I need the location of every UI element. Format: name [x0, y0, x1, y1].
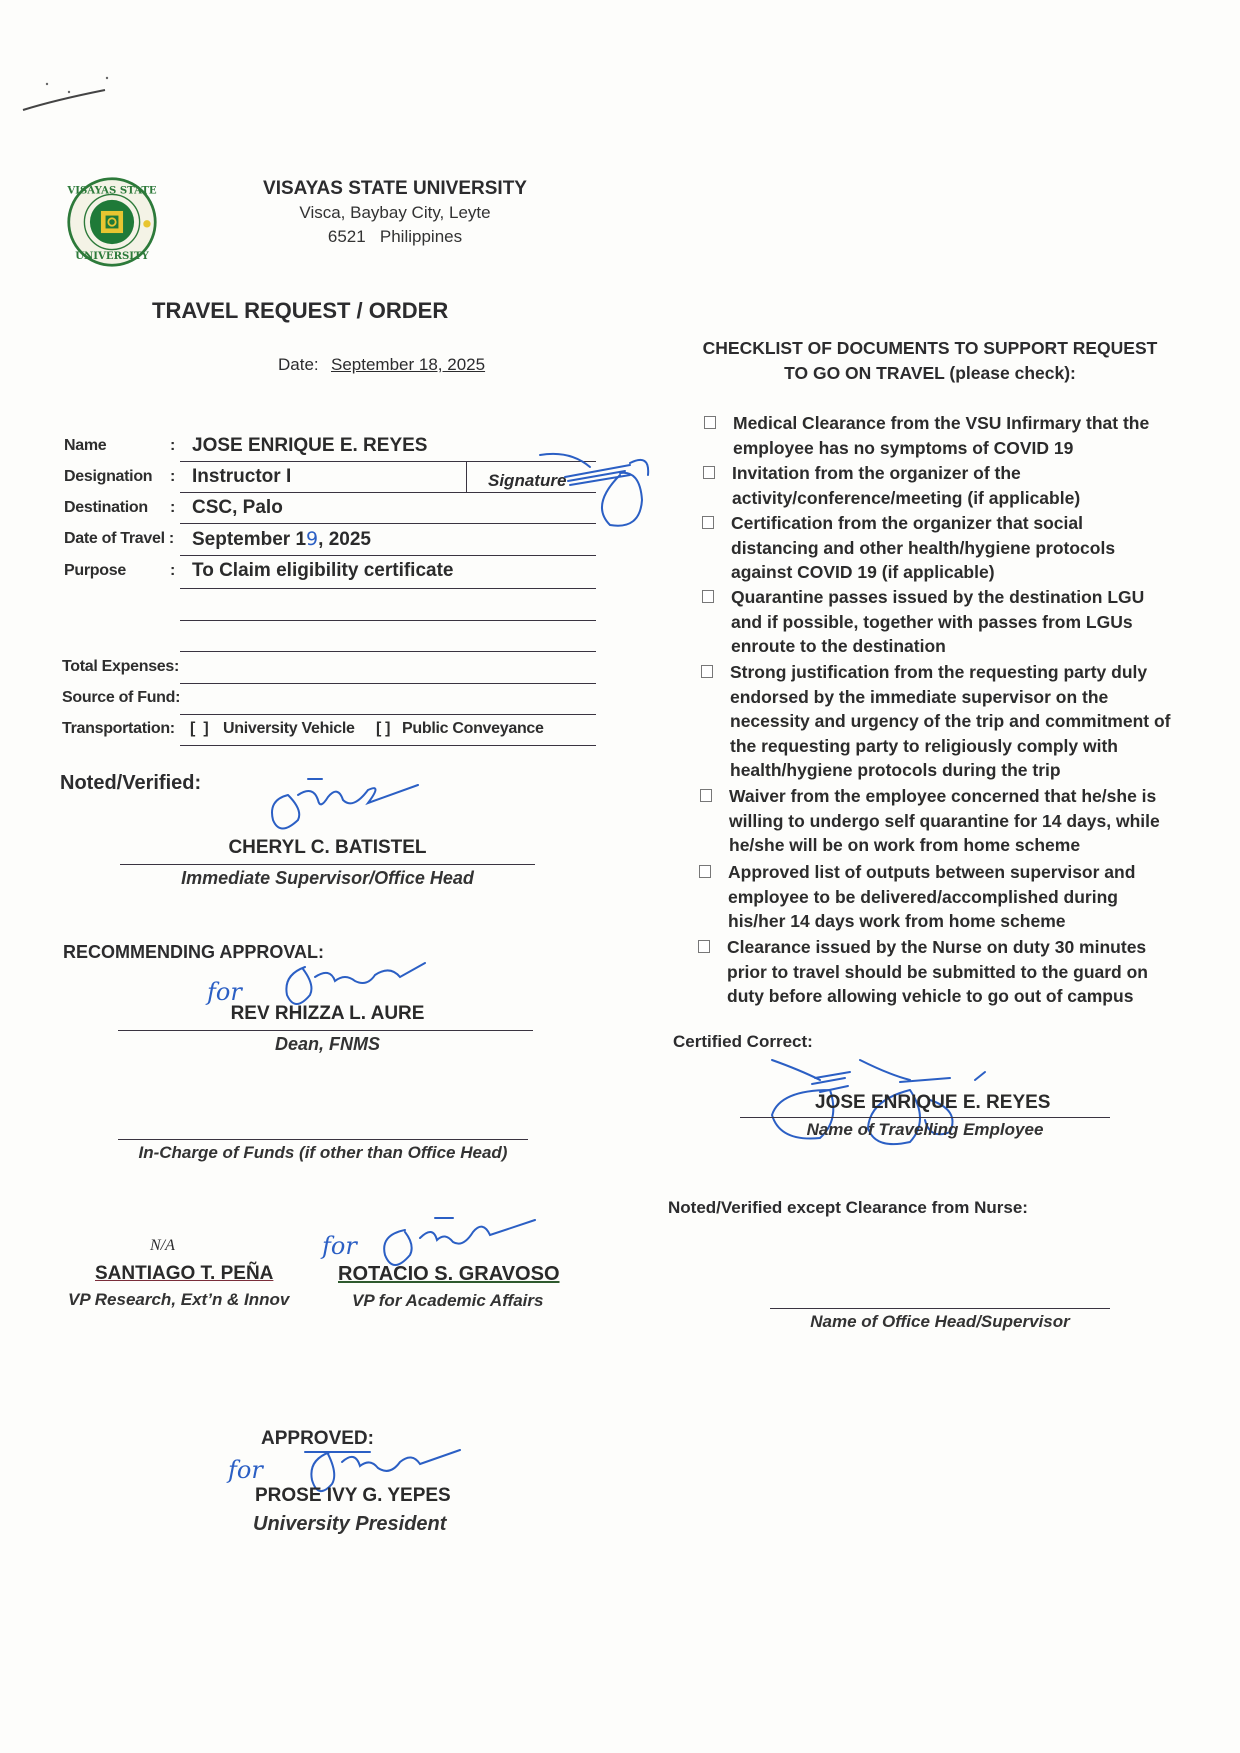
university-vehicle-checkbox[interactable]: [ ]	[190, 720, 209, 737]
dean-role: Dean, FNMS	[274, 1034, 380, 1054]
president-name: PROSE IVY G. YEPES	[255, 1485, 451, 1506]
university-postal: 6521 Philippines	[327, 227, 463, 246]
name-sep: :	[170, 437, 176, 454]
date-label: Date:	[278, 355, 319, 374]
university-name: VISAYAS STATE UNIVERSITY	[263, 178, 527, 199]
vp-research-note: N/A	[150, 1237, 175, 1254]
university-seal-icon	[66, 176, 158, 268]
checklist-checkbox[interactable]	[700, 789, 712, 802]
checklist-item: Strong justification from the requesting party duly endorsed by the immediate supervisor on the necessity and urgency of the trip and commitment of the requesting party to religiously comply with health/hygiene protocols during the trip	[730, 660, 1180, 783]
checklist-checkbox[interactable]	[701, 665, 713, 678]
designation-sep: :	[170, 468, 176, 485]
certified-correct-heading: Certified Correct:	[673, 1032, 813, 1051]
request-date[interactable]: September 18, 2025	[331, 355, 486, 374]
date-of-travel-field[interactable]	[192, 528, 371, 551]
approved-heading: APPROVED:	[261, 1428, 374, 1449]
checklist-checkbox[interactable]	[702, 516, 714, 529]
checklist-item: Waiver from the employee concerned that he/she is willing to undergo self quarantine for 14 days, while he/she will be on work from home scheme	[729, 784, 1199, 858]
checklist-checkbox[interactable]	[704, 416, 716, 429]
checklist-checkbox[interactable]	[702, 590, 714, 603]
vp-research-role: VP Research, Ext’n & Innov	[68, 1290, 290, 1309]
public-conveyance-label: Public Conveyance	[402, 720, 544, 737]
checklist-checkbox[interactable]	[703, 466, 715, 479]
vp-academic-for-mark: for	[322, 1232, 357, 1260]
source-of-fund-label: Source of Fund:	[62, 689, 181, 706]
checklist-item: Medical Clearance from the VSU Infirmary that the employee has no symptoms of COVID 19	[733, 411, 1203, 460]
checklist-checkbox[interactable]	[699, 865, 711, 878]
designation-label: Designation	[64, 468, 153, 485]
noted-verified-heading: Noted/Verified:	[60, 772, 202, 794]
form-title: TRAVEL REQUEST / ORDER	[152, 298, 449, 323]
travel-date-handwritten-digit: 9	[306, 528, 319, 550]
employee-name: JOSE ENRIQUE E. REYES	[815, 1092, 1051, 1113]
total-expenses-field[interactable]	[182, 655, 592, 679]
in-charge-of-funds-role: In-Charge of Funds (if other than Office Head)	[138, 1143, 508, 1162]
name-field[interactable]: JOSE ENRIQUE E. REYES	[192, 435, 428, 456]
destination-label: Destination	[64, 499, 148, 516]
public-conveyance-checkbox[interactable]: [ ]	[376, 720, 391, 737]
date-of-travel-label: Date of Travel :	[64, 530, 174, 547]
supervisor-role: Immediate Supervisor/Office Head	[181, 868, 474, 888]
source-of-fund-field[interactable]	[182, 686, 592, 710]
president-for-mark: for	[228, 1456, 263, 1484]
office-head-role: Name of Office Head/Supervisor	[810, 1312, 1070, 1331]
recommending-approval-heading: RECOMMENDING APPROVAL:	[63, 942, 324, 962]
employee-role: Name of Travelling Employee	[806, 1120, 1044, 1139]
travel-date-prefix: September 1	[192, 529, 307, 550]
checklist-item: Clearance issued by the Nurse on duty 30 minutes prior to travel should be submitted to the guard on duty before allowing vehicle to go out of campus	[727, 935, 1187, 1009]
travel-date-suffix: , 2025	[318, 529, 371, 550]
checklist-title-line2: TO GO ON TRAVEL (please check):	[784, 363, 1076, 383]
name-label: Name	[64, 437, 107, 454]
office-head-signature-field[interactable]	[770, 1280, 1110, 1304]
checklist-item: Approved list of outputs between supervisor and employee to be delivered/accomplished during his/her 14 days work from home scheme	[728, 860, 1148, 934]
supervisor-signature	[258, 775, 428, 845]
svg-text:VISAYAS STATE: VISAYAS STATE	[67, 184, 157, 197]
dean-name: REV RHIZZA L. AURE	[230, 1003, 425, 1024]
checklist-checkbox[interactable]	[698, 940, 710, 953]
vp-academic-name: ROTACIO S. GRAVOSO	[338, 1263, 560, 1285]
destination-field[interactable]: CSC, Palo	[192, 497, 283, 518]
purpose-sep: :	[170, 562, 176, 579]
signature-label: Signature	[488, 471, 567, 490]
designation-field[interactable]: Instructor I	[192, 466, 292, 487]
dean-for-mark: for	[207, 978, 242, 1006]
scan-mark-icon	[15, 70, 125, 120]
checklist-item: Certification from the organizer that social distancing and other health/hygiene protocols against COVID 19 (if applicable)	[731, 511, 1151, 585]
purpose-label: Purpose	[64, 562, 126, 579]
checklist-title	[670, 336, 1190, 386]
checklist-item: Quarantine passes issued by the destination LGU and if possible, together with passes from LGUs enroute to the destination	[731, 585, 1171, 659]
checklist-title-line1: CHECKLIST OF DOCUMENTS TO SUPPORT REQUEST	[702, 338, 1158, 358]
checklist-item: Invitation from the organizer of the activity/conference/meeting (if applicable)	[732, 461, 1172, 510]
university-vehicle-label: University Vehicle	[223, 720, 355, 737]
destination-sep: :	[170, 499, 176, 516]
nurse-clearance-heading: Noted/Verified except Clearance from Nurse:	[668, 1198, 1028, 1217]
vp-research-name: SANTIAGO T. PEÑA	[95, 1263, 274, 1284]
vp-academic-role: VP for Academic Affairs	[352, 1291, 544, 1310]
signature-divider	[466, 462, 467, 492]
university-address: Visca, Baybay City, Leyte	[299, 203, 491, 222]
supervisor-name: CHERYL C. BATISTEL	[228, 837, 427, 858]
purpose-field[interactable]: To Claim eligibility certificate	[192, 560, 454, 581]
total-expenses-label: Total Expenses:	[62, 658, 180, 675]
president-role: University President	[253, 1513, 447, 1535]
svg-text:UNIVERSITY: UNIVERSITY	[75, 249, 149, 262]
transportation-label: Transportation:	[62, 720, 175, 737]
employee-signature	[530, 445, 660, 535]
